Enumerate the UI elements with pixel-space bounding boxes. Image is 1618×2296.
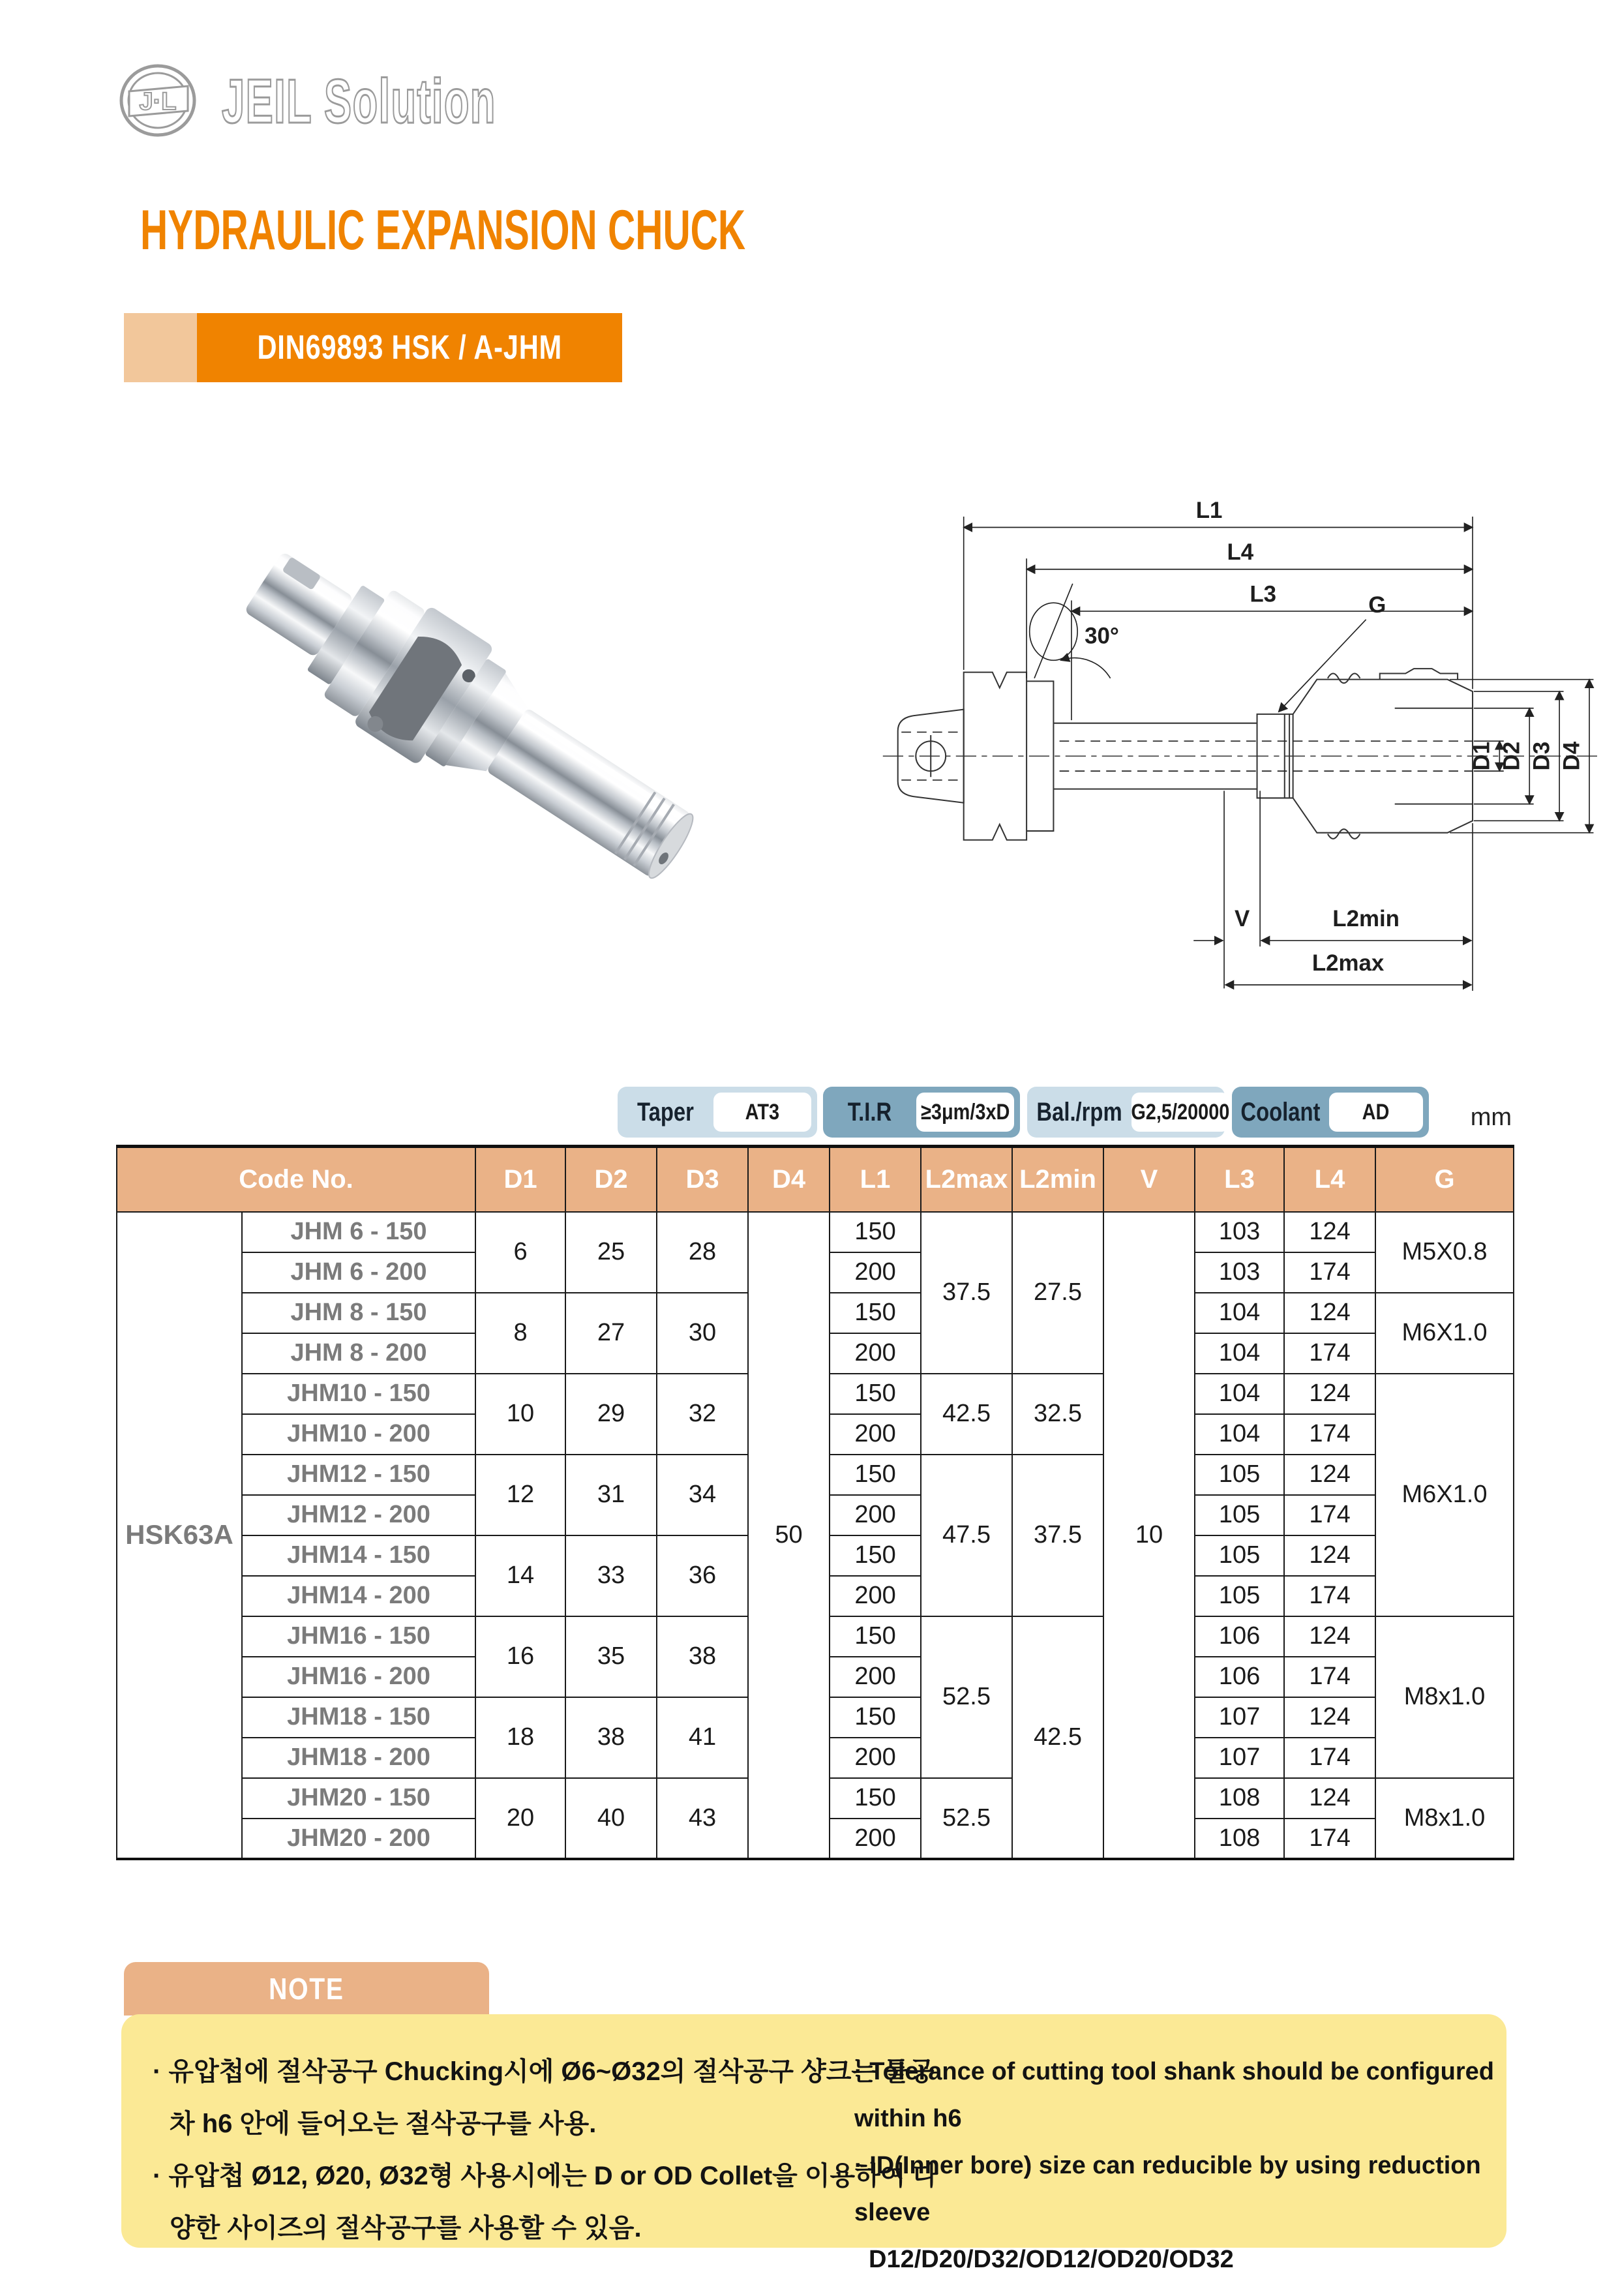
company-logo [110,57,638,145]
col-d1: D1 [475,1147,565,1212]
table-row: JHM 6 - 200 200 103 174 [117,1252,1514,1293]
spec-tir-label: T.I.R [847,1097,892,1126]
dimension-table [116,1145,1514,1860]
dim-D4: D4 [1559,741,1585,771]
logo-oval-icon [110,57,207,145]
page-title: HYDRAULIC EXPANSION CHUCK [140,199,746,262]
dim-V: V [1234,905,1250,931]
table-row: JHM10 - 150 10 29 32 150 42.5 32.5 104 124 M6X1.0 [117,1374,1514,1414]
spec-coolant-label: Coolant [1240,1097,1321,1126]
dim-D1: D1 [1469,741,1495,771]
spec-taper-label: Taper [637,1097,694,1126]
table-row: JHM14 - 150 14 33 36 150 105 124 [117,1535,1514,1576]
note-tab-label: NOTE [269,1972,344,2006]
badge-accent-square [124,313,197,382]
spec-balance-label: Bal./rpm [1036,1097,1122,1126]
standard-badge [197,313,622,382]
logo-mark: J·L [139,88,177,115]
spec-tir-value: ≥3μm/3xD [916,1093,1014,1132]
dim-angle: 30° [1085,623,1119,649]
dim-D3: D3 [1529,741,1555,771]
note-tab [124,1962,489,2016]
col-d4: D4 [748,1147,830,1212]
dim-L4: L4 [1227,539,1254,566]
dim-L3: L3 [1250,581,1277,607]
spec-taper [618,1087,817,1138]
table-row: JHM10 - 200 200 104 174 [117,1414,1514,1455]
table-row: JHM20 - 150 20 40 43 150 52.5 108 124 M8x1.0 [117,1778,1514,1819]
col-l3: L3 [1195,1147,1284,1212]
dim-L2min: L2min [1332,905,1400,931]
technical-drawing [874,457,1604,1044]
dim-G: G [1368,592,1386,618]
col-d2: D2 [565,1147,657,1212]
col-g: G [1375,1147,1514,1212]
note-english: · Tolerance of cutting tool shank should be configured within h6 · ID(Inner bore) size can reducible by using reduction sleeve D12/D20/D32/OD12/OD20/OD32 [854,2058,1494,2273]
dim-L2max: L2max [1311,950,1385,976]
table-row: JHM 8 - 150 8 27 30 150 104 124 M6X1.0 [117,1293,1514,1333]
chuck-body-art [225,522,717,911]
col-code: Code No. [117,1147,475,1212]
col-l2max: L2max [921,1147,1012,1212]
note-korean: · 유압첩에 절삭공구 Chucking시에 Ø6~Ø32의 절삭공구 샹크는 툴공 차 h6 안에 들어오는 절삭공구를 사용. · 유압첩 Ø12, Ø20, Ø32형 사용시에는 D or OD Collet을 이용하여 다 양한 사이즈의 절삭공구를 사용할 수 있음. [153,2057,938,2243]
table-header-row [117,1147,1514,1212]
unit-label: mm [1470,1104,1512,1131]
dim-L1: L1 [1195,497,1223,523]
dim-D2: D2 [1499,741,1525,771]
spec-tir [823,1087,1020,1138]
standard-badge-label: DIN69893 HSK / A-JHM [257,329,562,367]
spec-coolant [1232,1087,1429,1138]
table-row: JHM20 - 200 200 108 174 [117,1819,1514,1859]
col-l2min: L2min [1012,1147,1103,1212]
spec-balance-value: G2,5/20000 [1131,1093,1229,1132]
table-row: JHM16 - 150 16 35 38 150 52.5 42.5 106 124 M8x1.0 [117,1616,1514,1657]
table-row: JHM12 - 150 12 31 34 150 47.5 37.5 105 124 [117,1455,1514,1495]
col-d3: D3 [657,1147,748,1212]
table-row: JHM14 - 200 200 105 174 [117,1576,1514,1616]
table-row: JHM18 - 150 18 38 41 150 107 124 [117,1697,1514,1738]
spec-taper-value: AT3 [713,1093,811,1132]
table-row: HSK63A JHM 6 - 150 6 25 28 50 150 37.5 27.5 10 103 124 M5X0.8 [117,1212,1514,1252]
note-box [121,2014,1506,2273]
spec-balance [1027,1087,1230,1138]
logo-text: JEIL Solution [222,66,496,136]
spec-coolant-value: AD [1329,1093,1423,1132]
table-row: JHM18 - 200 200 107 174 [117,1738,1514,1778]
table-row: JHM16 - 200 200 106 174 [117,1657,1514,1697]
col-v: V [1103,1147,1195,1212]
col-l4: L4 [1284,1147,1375,1212]
table-row: JHM12 - 200 200 105 174 [117,1495,1514,1535]
model-cell: HSK63A [117,1212,242,1859]
table-row: JHM 8 - 200 200 104 174 [117,1333,1514,1374]
product-photo [189,483,757,952]
col-l1: L1 [830,1147,921,1212]
